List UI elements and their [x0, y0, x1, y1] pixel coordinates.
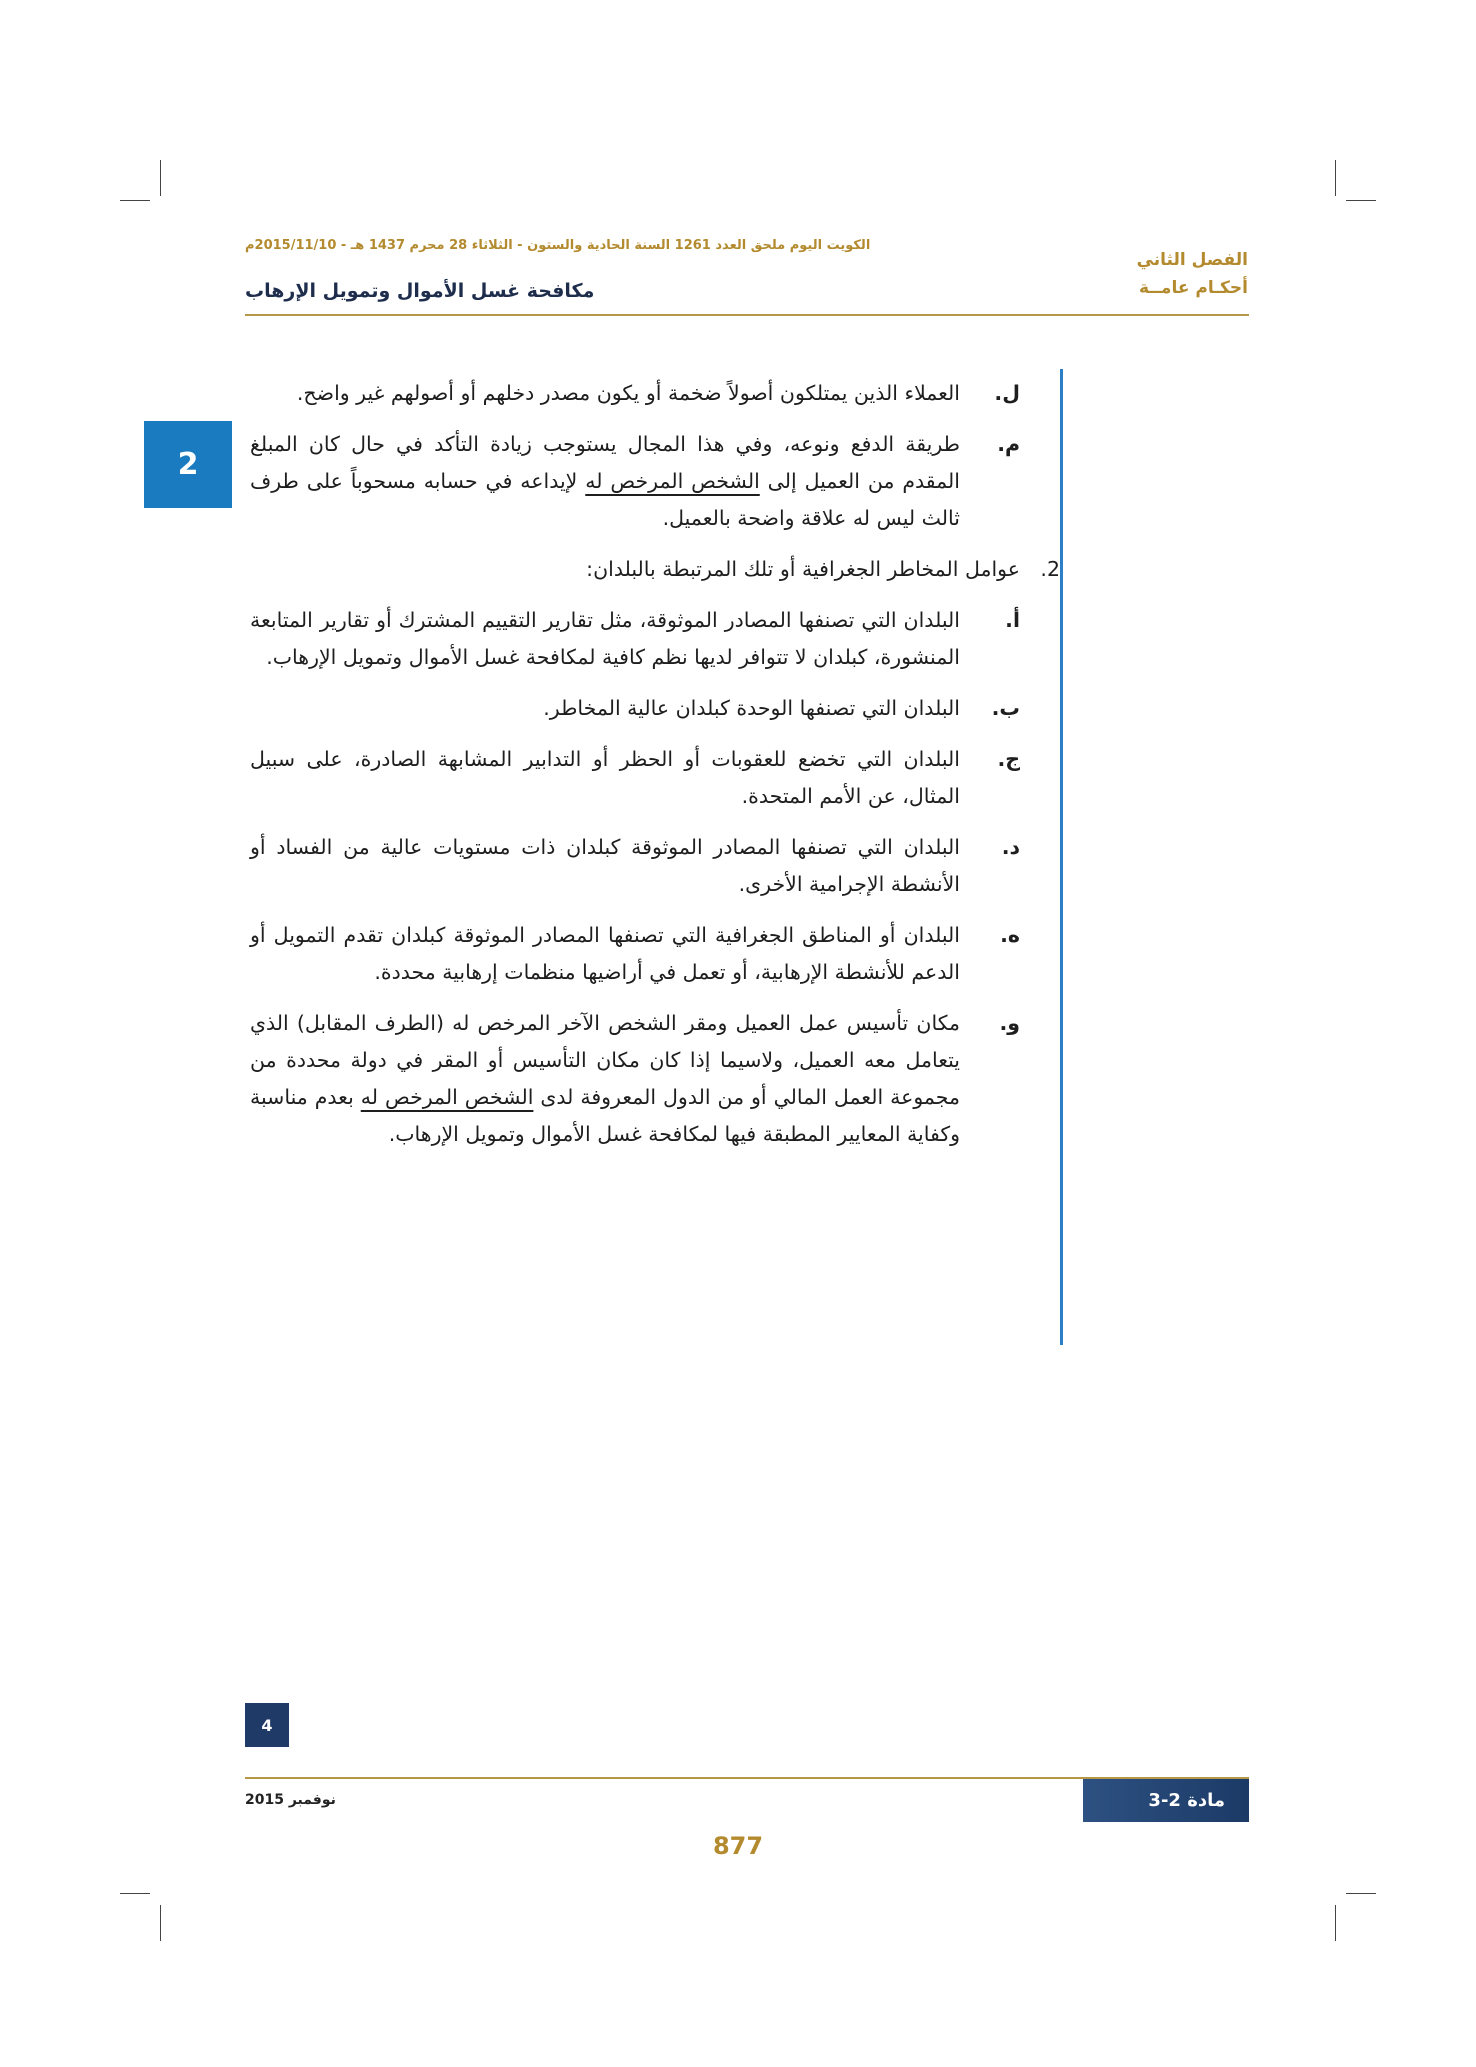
item-text: البلدان أو المناطق الجغرافية التي تصنفها المصادر الموثوقة كبلدان تقدم التمويل أو الدعم للأنشطة الإرهابية، أو تعمل في أراضيها منظمات إرهابية محددة.	[250, 923, 960, 984]
crop-mark	[120, 1893, 150, 1894]
section-title: أحكـام عامــة	[1139, 278, 1248, 298]
section-number: 2.	[1040, 557, 1060, 581]
list-item	[250, 375, 1020, 412]
licensed-person-term: الشخص المرخص له	[360, 1085, 534, 1109]
item-mark: م.	[997, 432, 1020, 456]
article-label: مادة 2-3	[1083, 1779, 1249, 1822]
list-item	[250, 741, 1020, 815]
item-mark: أ.	[1005, 608, 1020, 632]
list-item	[250, 690, 1020, 727]
list-item	[250, 602, 1020, 676]
section-title-text: عوامل المخاطر الجغرافية أو تلك المرتبطة بالبلدان:	[586, 557, 1020, 581]
section-heading	[250, 551, 1060, 588]
item-text: لإيداعه في حسابه مسحوباً على طرف ثالث ليس له علاقة واضحة بالعميل.	[250, 469, 960, 530]
topic-title: مكافحة غسل الأموال وتمويل الإرهاب	[245, 280, 595, 302]
item-text: البلدان التي تخضع للعقوبات أو الحظر أو التدابير المشابهة الصادرة، على سبيل المثال، عن الأمم المتحدة.	[250, 747, 960, 808]
item-mark: ل.	[994, 381, 1020, 405]
page-number: 877	[712, 1832, 764, 1860]
footer-date: نوفمبر 2015	[245, 1792, 336, 1808]
list-item	[250, 426, 1020, 537]
item-text: مكان تأسيس عمل العميل ومقر الشخص الآخر المرخص له (الطرف المقابل) الذي يتعامل معه العميل، ولاسيما إذا كان مكان التأسيس أو المقر في دولة محددة من مجموعة العمل المالي أو من الدول المعروفة لدى	[250, 1011, 960, 1109]
item-mark: ه.	[1000, 923, 1020, 947]
item-text: بعدم مناسبة وكفاية المعايير المطبقة فيها لمكافحة غسل الأموال وتمويل الإرهاب.	[250, 1085, 960, 1146]
item-mark: ب.	[991, 696, 1020, 720]
item-mark: ج.	[997, 747, 1020, 771]
crop-mark	[1335, 1905, 1336, 1941]
crop-mark	[120, 200, 150, 201]
crop-mark	[160, 1905, 161, 1941]
item-text: البلدان التي تصنفها المصادر الموثوقة، مثل تقارير التقييم المشترك أو تقارير المتابعة المنشورة، كبلدان لا تتوافر لديها نظم كافية لمكافحة غسل الأموال وتمويل الإرهاب.	[250, 608, 960, 669]
item-mark: د.	[1001, 835, 1020, 859]
crop-mark	[1335, 160, 1336, 196]
header-rule	[245, 314, 1249, 316]
page-box: 4	[245, 1703, 289, 1747]
margin-rule	[1060, 369, 1063, 1345]
gazette-line: الكويت اليوم ملحق العدد 1261 السنة الحادية والستون - الثلاثاء 28 محرم 1437 هـ - 2015/11/10م	[245, 238, 871, 253]
chapter-tab: 2	[144, 421, 232, 508]
item-text: البلدان التي تصنفها المصادر الموثوقة كبلدان ذات مستويات عالية من الفساد أو الأنشطة الإجرامية الأخرى.	[250, 835, 960, 896]
licensed-person-term: الشخص المرخص له	[585, 469, 760, 493]
chapter-title: الفصل الثاني	[1136, 250, 1248, 270]
item-text: طريقة الدفع ونوعه، وفي هذا المجال يستوجب زيادة التأكد في حال كان المبلغ المقدم من العميل إلى	[250, 432, 960, 493]
list-item	[250, 917, 1020, 991]
crop-mark	[160, 160, 161, 196]
crop-mark	[1346, 200, 1376, 201]
item-text: البلدان التي تصنفها الوحدة كبلدان عالية المخاطر.	[543, 696, 960, 720]
main-content	[250, 375, 1060, 1167]
item-mark: و.	[999, 1011, 1020, 1035]
item-text: العملاء الذين يمتلكون أصولاً ضخمة أو يكون مصدر دخلهم أو أصولهم غير واضح.	[296, 381, 960, 405]
list-item	[250, 829, 1020, 903]
list-item	[250, 1005, 1020, 1153]
crop-mark	[1346, 1893, 1376, 1894]
